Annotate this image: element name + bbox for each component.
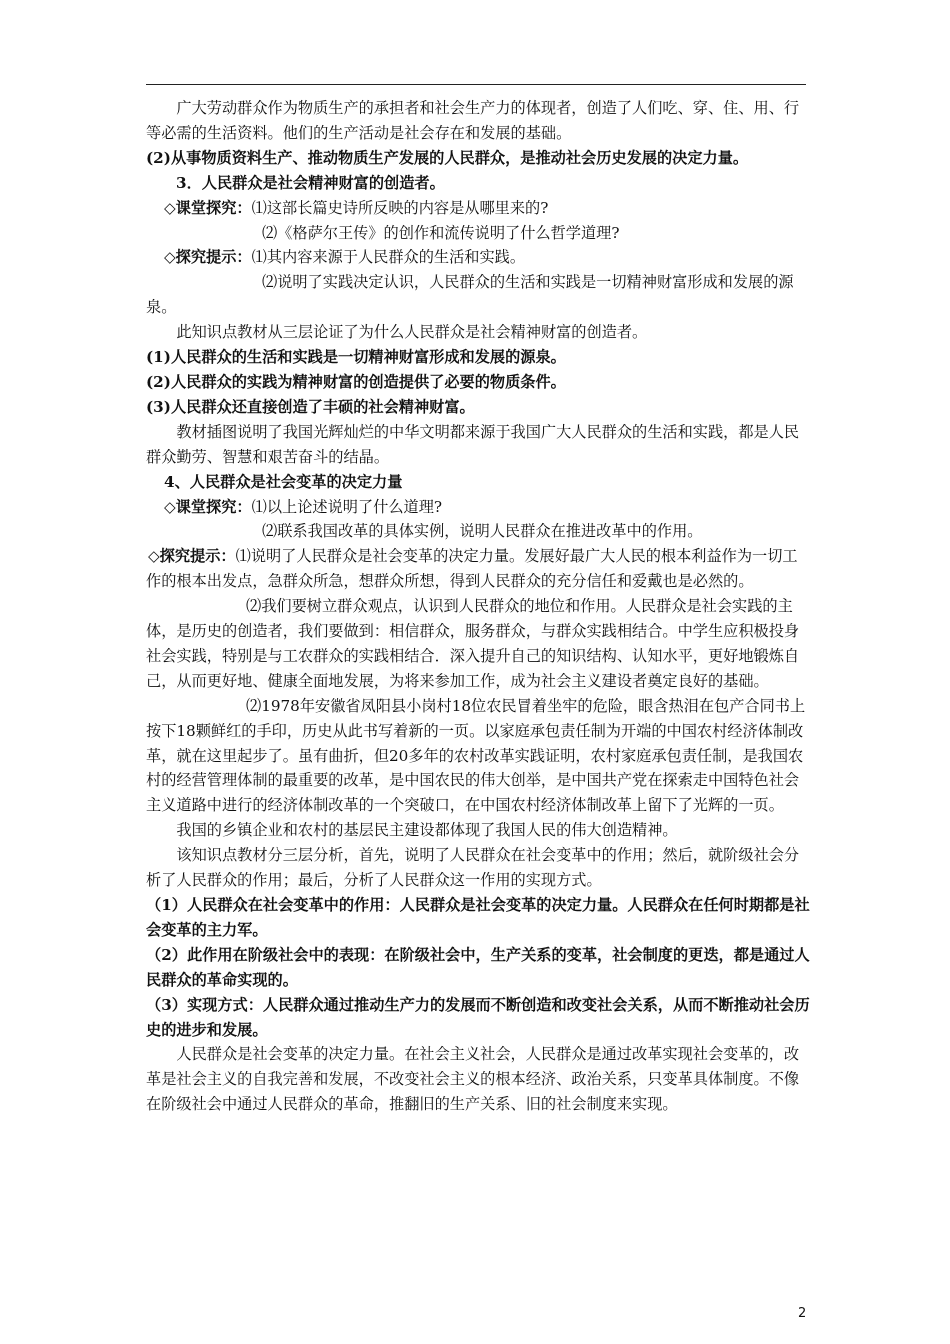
- bold-point: (2)从事物质资料生产、推动物质生产发展的人民群众，是推动社会历史发展的决定力量。: [146, 148, 749, 167]
- bold-point: （2）此作用在阶级社会中的表现：在阶级社会中，生产关系的变革，社会制度的更迭，都是通过人民群众的革命实现的。: [146, 945, 810, 989]
- hint-line: ⑵说明了实践决定认识，人民群众的生活和实践是一切精神财富形成和发展的源泉。: [146, 273, 794, 317]
- hint-label: ◇探究提示：: [164, 248, 252, 267]
- paragraph: 我国的乡镇企业和农村的基层民主建设都体现了我国人民的伟大创造精神。: [176, 821, 678, 840]
- hint-label: ◇探究提示：: [148, 547, 236, 566]
- inquiry-line: [146, 495, 810, 520]
- header-rule: [146, 84, 806, 85]
- inquiry-line: ⑵《格萨尔王传》的创作和流传说明了什么哲学道理?: [262, 223, 620, 242]
- paragraph: 广大劳动群众作为物质生产的承担者和社会生产力的体现者，创造了人们吃、穿、住、用、行等必需的生活资料。他们的生产活动是社会存在和发展的基础。: [146, 99, 800, 142]
- bold-point: （3）实现方式：人民群众通过推动生产力的发展而不断创造和改变社会关系，从而不断推动社会历史的进步和发展。: [146, 995, 810, 1039]
- hint-text: ⑴其内容来源于人民群众的生活和实践。: [251, 248, 525, 267]
- page-number: 2: [798, 1306, 807, 1321]
- hint-line: [146, 544, 810, 594]
- paragraph: 人民群众是社会变革的决定力量。在社会主义社会，人民群众是通过改革实现社会变革的，改革是社会主义的自我完善和发展，不改变社会主义的根本经济、政治关系，只变革具体制度。不像在阶级社会中通过人民群众的革命，推翻旧的生产关系、旧的社会制度来实现。: [146, 1045, 800, 1114]
- inquiry-text: ⑴以上论述说明了什么道理?: [251, 497, 443, 516]
- inquiry-text: ⑴这部长篇史诗所反映的内容是从哪里来的?: [251, 198, 549, 217]
- hint-line: [146, 245, 810, 270]
- bold-point: （1）人民群众在社会变革中的作用：人民群众是社会变革的决定力量。人民群众在任何时期都是社会变革的主力军。: [146, 896, 810, 939]
- inquiry-label: ◇课堂探究：: [164, 497, 252, 516]
- paragraph: 教材插图说明了我国光辉灿烂的中华文明都来源于我国广大人民群众的生活和实践，都是人民群众勤劳、智慧和艰苦奋斗的结晶。: [146, 422, 800, 466]
- hint-paragraph: ⑵1978年安徽省凤阳县小岗村18位农民冒着坐牢的危险，眼含热泪在包产合同书上按下18颗鲜红的手印，历史从此书写着新的一页。以家庭承包责任制为开端的中国农村经济体制改革，就在这里起步了。虽有曲折，但20多年的农村改革实践证明，农村家庭承包责任制，是我国农村的经营管理体制的最重要的改革，是中国农民的伟大创举，是中国共产党在探索走中国特色社会主义道路中进行的经济体制改革的一个突破口，在中国农村经济体制改革上留下了光辉的一页。: [146, 696, 806, 815]
- document-body: [146, 96, 810, 1117]
- section-heading: 4、人民群众是社会变革的决定力量: [164, 472, 403, 491]
- paragraph: 该知识点教材分三层分析，首先，说明了人民群众在社会变革中的作用；然后，就阶级社会分析了人民群众的作用；最后，分析了人民群众这一作用的实现方式。: [146, 846, 800, 890]
- bold-point: (1)人民群众的生活和实践是一切精神财富形成和发展的源泉。: [146, 348, 566, 367]
- section-heading: 3．人民群众是社会精神财富的创造者。: [176, 173, 445, 192]
- bold-point: (3)人民群众还直接创造了丰硕的社会精神财富。: [146, 397, 475, 416]
- inquiry-line: [146, 196, 810, 221]
- hint-paragraph: ⑵我们要树立群众观点，认识到人民群众的地位和作用。人民群众是社会实践的主体，是历史的创造者，我们要做到：相信群众，服务群众，与群众实践相结合。中学生应积极投身社会实践，特别是与工农群众的实践相结合．深入提升自己的知识结构、认知水平，更好地锻炼自己，从而更好地、健康全面地发展，为将来参加工作，成为社会主义建设者奠定良好的基础。: [146, 597, 800, 690]
- paragraph: 此知识点教材从三层论证了为什么人民群众是社会精神财富的创造者。: [176, 323, 648, 342]
- hint-text: ⑴说明了人民群众是社会变革的决定力量。发展好最广大人民的根本利益作为一切工作的根本出发点，急群众所急，想群众所想，得到人民群众的充分信任和爱戴也是必然的。: [146, 547, 798, 591]
- inquiry-label: ◇课堂探究：: [164, 198, 252, 217]
- bold-point: (2)人民群众的实践为精神财富的创造提供了必要的物质条件。: [146, 372, 566, 391]
- inquiry-line: ⑵联系我国改革的具体实例，说明人民群众在推进改革中的作用。: [262, 522, 703, 541]
